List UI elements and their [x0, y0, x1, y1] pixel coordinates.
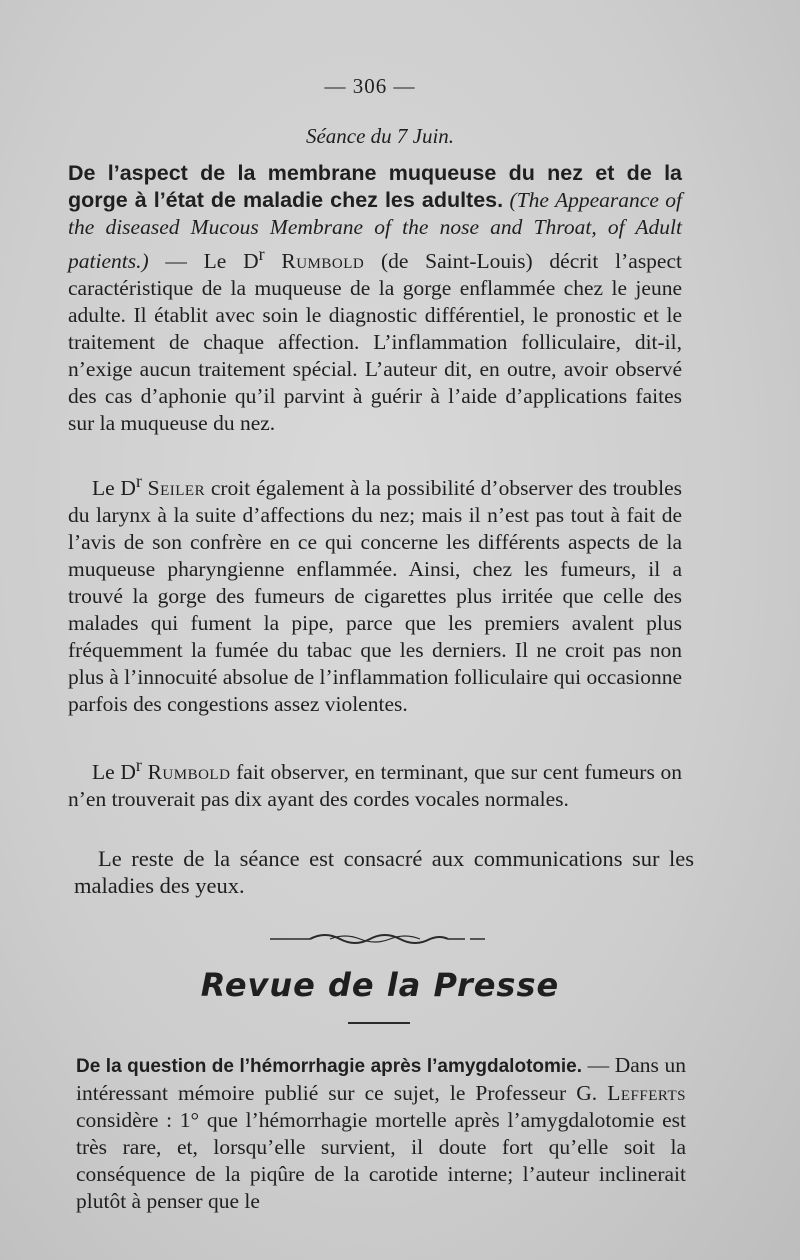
page-number: — 306 — [324, 74, 416, 98]
article-english-title: (The Appearance of the diseased Mucous Membrane of the nose and Throat, of Adult patients.) [68, 188, 683, 274]
doctor-abbrev-sup: r [135, 755, 142, 775]
article-title: De la question de l’hémorrhagie après l’amygdalotomie. [76, 1056, 583, 1077]
paragraph-closing: Le reste de la séance est consacré aux communications sur les maladies des yeux. [74, 846, 694, 898]
article-dash: — Dans un intéressant mémoire publié sur ce sujet, le Professeur G. [76, 1053, 687, 1105]
paragraph-rumbold [68, 752, 682, 813]
article-body: considère : 1° que l’hémorrhagie mortelle après l’amygdalotomie est très rare, et, lorsqu’elle survient, il doute fort qu’elle soit la conséquence de la piqûre de la carotide interne; l’auteur inclinerait plutôt à penser que le [76, 1108, 686, 1213]
paragraph-lead: Le D [92, 760, 136, 785]
author-name: Rumbold [281, 249, 365, 274]
article-dash: — Le D [148, 249, 259, 274]
author-name: Seiler [147, 476, 206, 501]
article-rumbold [68, 160, 682, 437]
paragraph-body: fait observer, en terminant, que sur cent fumeurs on n’en trouverait pas dix ayant des cordes vocales normales. [68, 760, 683, 812]
author-name: Lefferts [607, 1081, 686, 1105]
title-rule [348, 1022, 410, 1024]
author-name: Rumbold [147, 760, 231, 785]
paragraph-seiler [68, 468, 682, 718]
paragraph-body: croit également à la possibilité d’observer des troubles du larynx à la suite d’affections du nez; mais il n’est pas tout à fait de l’avis de son confrère en ce qui concerne les différents aspects de la muqueuse pharyngienne enflammée. Ainsi, chez les fumeurs, il a trouvé la gorge des fumeurs de cigarettes plus irritée que celle des malades qui fument la pipe, parce que les premiers avalent plus fréquemment la fumée du tabac que les derniers. Il ne croit pas non plus à l’innocuité absolue de l’inflammation folliculaire qui occasionne parfois des congestions assez violentes. [68, 476, 682, 717]
session-heading: Séance du 7 Juin. [305, 124, 455, 148]
section-title: Revue de la Presse [200, 966, 560, 1004]
article-lefferts [76, 1052, 686, 1215]
doctor-abbrev-sup: r [258, 244, 265, 264]
article-body: (de Saint-Louis) décrit l’aspect caractéristique de la muqueuse de la gorge enflammée chez le jeune adulte. Il établit avec soin le diagnostic différentiel, le pronostic et le traitement de chaque affection. L’inflammation folliculaire, dit-il, n’exige aucun traitement spécial. L’auteur dit, en outre, avoir observé des cas d’aphonie qu’il parvint à guérir à l’aide d’applications faites sur la muqueuse du nez. [68, 249, 682, 436]
ornament-divider [270, 927, 490, 951]
doctor-abbrev-sup: r [135, 471, 142, 491]
paragraph-lead: Le D [92, 476, 136, 501]
article-title: De l’aspect de la membrane muqueuse du nez et de la gorge à l’état de maladie chez les adultes. [68, 161, 682, 212]
